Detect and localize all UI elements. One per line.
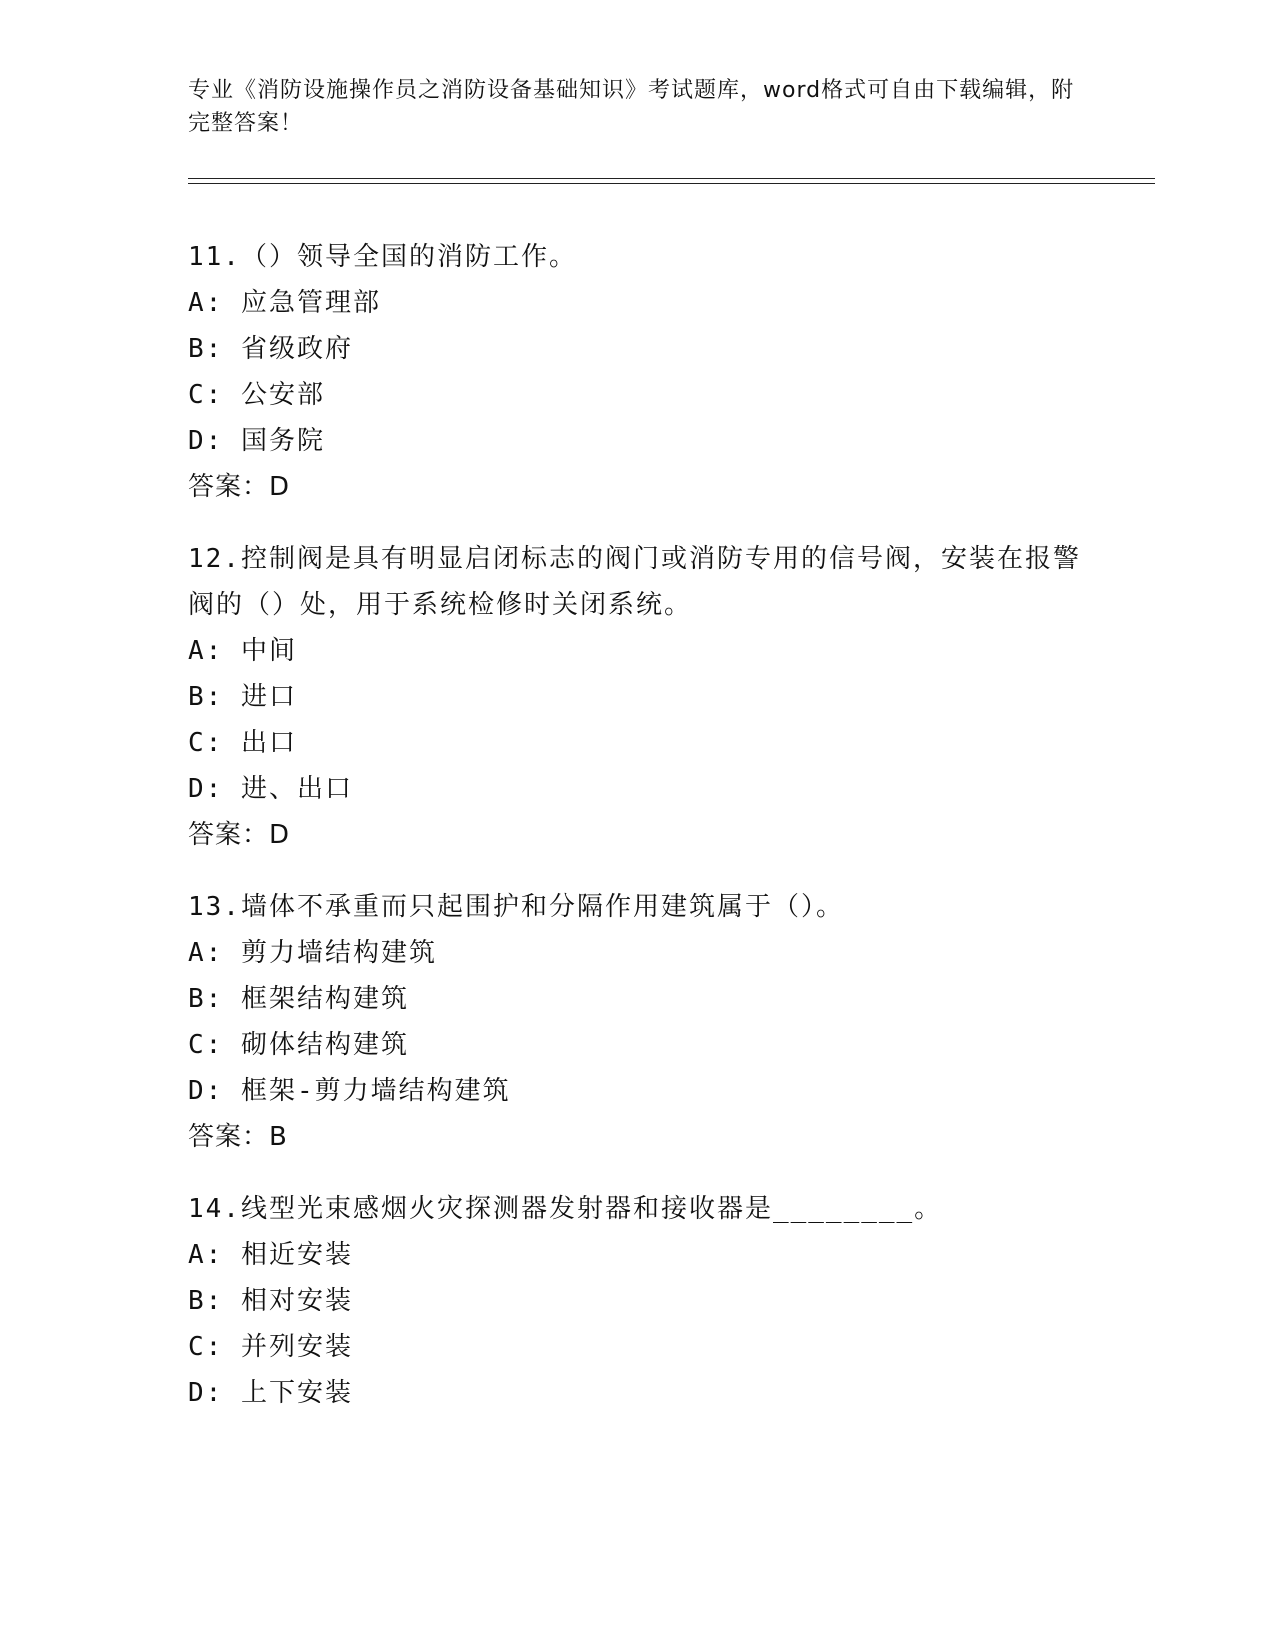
option-b: B: 进口	[188, 682, 297, 712]
question-13	[188, 884, 1088, 1160]
option-b: B: 省级政府	[188, 334, 353, 364]
option-c: C: 砌体结构建筑	[188, 1030, 409, 1060]
option-c: C: 并列安装	[188, 1332, 353, 1362]
option-d: D: 上下安装	[188, 1378, 353, 1408]
question-stem: 14.线型光束感烟火灾探测器发射器和接收器是________。	[188, 1194, 943, 1224]
option-d: D: 进、出口	[188, 774, 353, 804]
question-stem: 11.（）领导全国的消防工作。	[188, 242, 577, 272]
question-12	[188, 536, 1088, 858]
question-stem: 13.墙体不承重而只起围护和分隔作用建筑属于（）。	[188, 892, 844, 922]
answer-line: 答案：B	[188, 1122, 288, 1152]
question-11	[188, 234, 1088, 510]
option-a: A: 剪力墙结构建筑	[188, 938, 437, 968]
option-a: A: 中间	[188, 636, 297, 666]
question-14	[188, 1186, 1088, 1416]
header-divider-bottom	[188, 183, 1155, 184]
option-a: A: 应急管理部	[188, 288, 381, 318]
answer-line: 答案：D	[188, 472, 291, 502]
option-d: D: 国务院	[188, 426, 325, 456]
answer-line: 答案：D	[188, 820, 291, 850]
option-d: D: 框架-剪力墙结构建筑	[188, 1076, 511, 1106]
header-divider-top	[188, 178, 1155, 179]
question-stem: 12.控制阀是具有明显启闭标志的阀门或消防专用的信号阀，安装在报警阀的（）处，用于系统检修时关闭系统。	[188, 544, 1081, 620]
option-b: B: 框架结构建筑	[188, 984, 409, 1014]
option-a: A: 相近安装	[188, 1240, 353, 1270]
option-b: B: 相对安装	[188, 1286, 353, 1316]
option-c: C: 出口	[188, 728, 297, 758]
question-list	[188, 234, 1088, 1442]
document-header: 专业《消防设施操作员之消防设备基础知识》考试题库，word格式可自由下载编辑，附完整答案！	[188, 78, 1075, 136]
option-c: C: 公安部	[188, 380, 325, 410]
